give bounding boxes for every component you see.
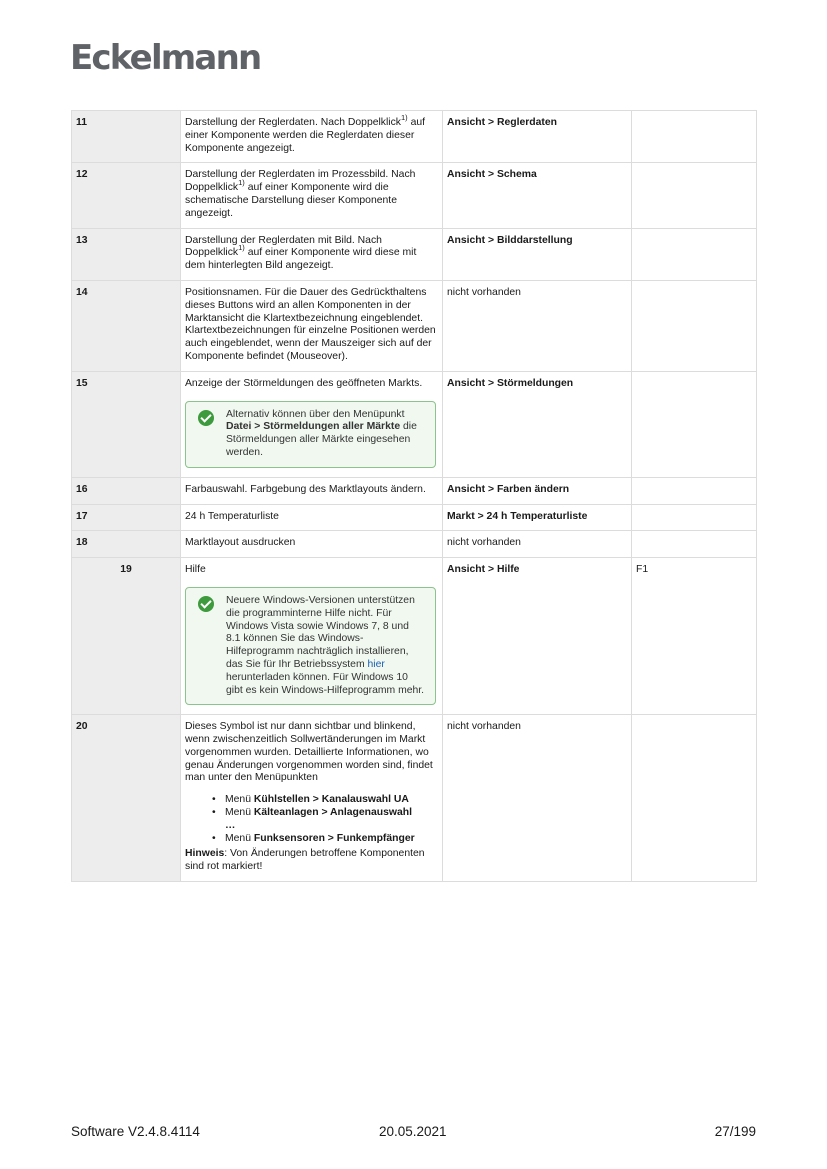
- row-shortcut: [632, 531, 757, 558]
- hint-text: Hinweis: Von Änderungen betroffene Komponenten sind rot markiert!: [185, 848, 425, 873]
- row-description: 24 h Temperaturliste: [181, 504, 443, 531]
- row-shortcut: F1: [632, 558, 757, 715]
- row-shortcut: [632, 163, 757, 228]
- row-number: 12: [72, 163, 181, 228]
- table-row: [72, 477, 757, 504]
- row-description: Darstellung der Reglerdaten. Nach Doppelklick$^{1)}$ auf einer Komponente werden die Reglerdaten dieser Komponente angezeigt.: [181, 111, 443, 163]
- info-note: Alternativ können über den Menüpunkt Datei > Störmeldungen aller Märkte die Störmeldungen aller Märkte eingesehen werden.: [185, 401, 436, 468]
- row-menu-path: Ansicht > Hilfe: [443, 558, 632, 715]
- table-row: [72, 531, 757, 558]
- row-description: Darstellung der Reglerdaten mit Bild. Nach Doppelklick$^{1)}$ auf einer Komponente wird diese mit dem hinterlegten Bild angezeigt.: [181, 228, 443, 280]
- table-row: [72, 558, 757, 715]
- list-item: • Menü Kälteanlagen > Anlagenauswahl: [212, 807, 413, 819]
- row-number: 19: [72, 558, 181, 715]
- footer-date: 20.05.2021: [379, 1124, 447, 1139]
- row-number: 15: [72, 371, 181, 477]
- list-item: …: [225, 819, 236, 831]
- info-note: Neuere Windows-Versionen unterstützen die programminterne Hilfe nicht. Für Windows Vista sowie Windows 7, 8 und 8.1 können Sie das Windows-Hilfeprogramm nachträglich installieren, das Sie für Ihr Betriebssystem hier herunterladen können. Für Windows 10 gibt es kein Windows-Hilfeprogramm mehr.: [185, 587, 436, 705]
- row-menu-path: Ansicht > Farben ändern: [443, 477, 632, 504]
- download-link[interactable]: hier: [367, 658, 385, 670]
- row-shortcut: [632, 371, 757, 477]
- row-menu-path: nicht vorhanden: [443, 280, 632, 371]
- row-shortcut: [632, 111, 757, 163]
- row-description: Marktlayout ausdrucken: [181, 531, 443, 558]
- table-row: [72, 715, 757, 882]
- footer-software-version: Software V2.4.8.4114: [71, 1124, 200, 1139]
- table-row: [72, 280, 757, 371]
- row-description: Positionsnamen. Für die Dauer des Gedrückthaltens dieses Buttons wird an allen Komponenten in der Marktansicht die Klartextbezeichnung eingeblendet. Klartextbezeichnungen für einzelne Positionen werden auch eingeblendet, wenn der Mauszeiger sich auf der Komponente befindet (Mouseover).: [181, 280, 443, 371]
- footer-page-number: 27/199: [714, 1124, 756, 1139]
- row-shortcut: [632, 715, 757, 882]
- row-menu-path: Ansicht > Bilddarstellung: [443, 228, 632, 280]
- row-number: 17: [72, 504, 181, 531]
- table-row: [72, 504, 757, 531]
- table-row: [72, 111, 757, 163]
- row-menu-path: Ansicht > Reglerdaten: [443, 111, 632, 163]
- list-item: • Menü Kühlstellen > Kanalauswahl UA: [212, 794, 409, 806]
- row-shortcut: [632, 477, 757, 504]
- row-description: Farbauswahl. Farbgebung des Marktlayouts ändern.: [181, 477, 443, 504]
- row-shortcut: [632, 228, 757, 280]
- table-row: [72, 163, 757, 228]
- list-item: • Menü Funksensoren > Funkempfänger: [212, 832, 415, 844]
- row-description: Darstellung der Reglerdaten im Prozessbild. Nach Doppelklick$^{1)}$ auf einer Komponente wird die schematische Darstellung dieser Komponente angezeigt.: [181, 163, 443, 228]
- table-row: [72, 371, 757, 477]
- check-circle-icon: [198, 410, 214, 426]
- row-description-text: Hilfe: [185, 564, 206, 576]
- row-description: [181, 715, 443, 882]
- row-description: [181, 371, 443, 477]
- row-number: 11: [72, 111, 181, 163]
- row-number: 13: [72, 228, 181, 280]
- row-number: 18: [72, 531, 181, 558]
- table-row: [72, 228, 757, 280]
- row-menu-path: nicht vorhanden: [443, 531, 632, 558]
- check-circle-icon: [198, 596, 214, 612]
- row-menu-path: nicht vorhanden: [443, 715, 632, 882]
- row-number: 16: [72, 477, 181, 504]
- row-description: [181, 558, 443, 715]
- symbol-table: [71, 110, 757, 882]
- row-number: 14: [72, 280, 181, 371]
- row-menu-path: Ansicht > Störmeldungen: [443, 371, 632, 477]
- row-shortcut: [632, 280, 757, 371]
- row-menu-path: Ansicht > Schema: [443, 163, 632, 228]
- row-menu-path: Markt > 24 h Temperaturliste: [443, 504, 632, 531]
- company-logo: Eckelmann: [70, 38, 261, 78]
- row-description-text: Anzeige der Störmeldungen des geöffneten Markts.: [185, 377, 423, 389]
- menu-list: [185, 794, 438, 845]
- row-description-text: Dieses Symbol ist nur dann sichtbar und blinkend, wenn zwischenzeitlich Sollwertänderungen im Markt vorgenommen wurden. Detaillierte Informationen, wo genau Änderungen vorgenommen worden sind, findet man unter den Menüpunkten: [185, 721, 433, 784]
- row-shortcut: [632, 504, 757, 531]
- row-number: 20: [72, 715, 181, 882]
